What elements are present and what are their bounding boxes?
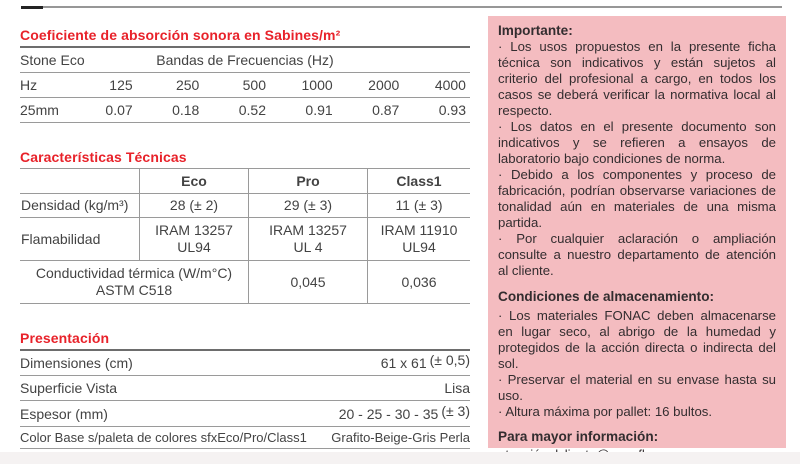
important-info-sidebar bbox=[488, 16, 786, 448]
density-value-pro: 29 (± 3) bbox=[248, 194, 367, 217]
flammability-label: Flamabilidad bbox=[21, 230, 101, 247]
column-header-class1: Class1 bbox=[367, 169, 470, 193]
presentation-title: Presentación bbox=[20, 330, 470, 351]
column-header-eco: Eco bbox=[139, 169, 248, 193]
frequency-cell: 1000 bbox=[301, 77, 333, 93]
absorption-header-row bbox=[20, 48, 470, 73]
absorption-value-cell: 0.87 bbox=[372, 102, 400, 118]
conductivity-label-line1: Conductividad térmica (W/m°C) bbox=[35, 265, 233, 281]
frequency-cell: 125 bbox=[109, 77, 133, 93]
important-note: · Por cualquier aclaración o ampliación consulte a nuestro departamento de atención al cliente. bbox=[498, 231, 776, 278]
important-note: · Debido a los componentes y proceso de fabricación, podrían observarse variaciones de tonalidad aún en materiales de una misma partida. bbox=[498, 167, 776, 230]
characteristics-header-row bbox=[20, 169, 470, 194]
absorption-value-cell: 0.93 bbox=[438, 102, 466, 118]
frequency-row-label: Hz bbox=[20, 77, 38, 93]
flammability-row bbox=[20, 218, 470, 261]
frequency-row bbox=[20, 73, 470, 98]
important-note: · Los datos en el presente documento son indicativos y se refieren a ensayos de laboratorio bajo condiciones de norma. bbox=[498, 119, 776, 166]
important-note: · Los usos propuestos en la presente ficha técnica son indicativos y están sujetos al criterio del profesional a cargo, en todos los casos se deberá verificar la normativa local al respecto. bbox=[498, 39, 776, 118]
absorption-section bbox=[20, 27, 470, 123]
dimensions-tolerance: (± 0,5) bbox=[429, 352, 470, 368]
conductivity-value-class1: 0,036 bbox=[367, 261, 470, 303]
storage-conditions-heading: Condiciones de almacenamiento: bbox=[498, 289, 715, 304]
rating-line: UL94 bbox=[402, 239, 436, 255]
frequency-cell: 4000 bbox=[434, 77, 466, 93]
conductivity-label bbox=[20, 261, 248, 303]
density-value-eco: 28 (± 2) bbox=[139, 194, 248, 217]
flammability-value-pro bbox=[248, 218, 367, 260]
surface-value: Lisa bbox=[444, 380, 470, 396]
density-row bbox=[20, 194, 470, 218]
surface-row bbox=[20, 376, 470, 401]
absorption-value-cell: 0.52 bbox=[238, 102, 266, 118]
characteristics-section bbox=[20, 149, 470, 304]
presentation-section bbox=[20, 330, 470, 449]
absorption-values-row bbox=[20, 98, 470, 123]
characteristics-table bbox=[20, 168, 470, 304]
flammability-value-class1 bbox=[367, 218, 470, 260]
density-label: Densidad (kg/m³) bbox=[21, 197, 129, 213]
storage-note: · Los materiales FONAC deben almacenarse en lugar seco, al abrigo de la humedad y protegidos de la acción directa o indirecta del sol. bbox=[498, 308, 776, 371]
frequency-bands-header: Bandas de Frecuencias (Hz) bbox=[156, 52, 334, 68]
frequency-cell: 2000 bbox=[368, 77, 400, 93]
color-base-value: Grafito-Beige-Gris Perla bbox=[331, 430, 470, 445]
dimensions-label: Dimensiones (cm) bbox=[20, 355, 133, 371]
thickness-row-label: Espesor (mm) bbox=[20, 405, 108, 422]
color-base-row bbox=[20, 427, 470, 449]
conductivity-label-line2: ASTM C518 bbox=[95, 282, 173, 298]
conductivity-row bbox=[20, 261, 470, 304]
column-header-pro: Pro bbox=[248, 169, 367, 193]
important-heading: Importante: bbox=[498, 23, 573, 38]
technical-data-panel bbox=[20, 0, 470, 449]
frequency-cell: 500 bbox=[242, 77, 266, 93]
dimensions-value-main: 61 x 61 bbox=[380, 355, 427, 371]
dimensions-row bbox=[20, 351, 470, 376]
thickness-row bbox=[20, 401, 470, 427]
density-value-class1: 11 (± 3) bbox=[367, 194, 470, 217]
storage-note: · Preservar el material en su envase hasta su uso. bbox=[498, 372, 776, 403]
conductivity-value-pro: 0,045 bbox=[248, 261, 367, 303]
thickness-tolerance: (± 3) bbox=[441, 402, 470, 419]
page-bottom-strip bbox=[0, 452, 800, 464]
absorption-title: Coeficiente de absorción sonora en Sabines/m² bbox=[20, 27, 470, 48]
absorption-value-cell: 0.18 bbox=[172, 102, 200, 118]
absorption-value-cell: 0.07 bbox=[105, 102, 133, 118]
standard-line: IRAM 13257 bbox=[269, 222, 347, 238]
frequency-cell: 250 bbox=[175, 77, 200, 93]
dimensions-value bbox=[380, 352, 470, 371]
characteristics-title: Características Técnicas bbox=[20, 149, 187, 165]
storage-note: · Altura máxima por pallet: 16 bultos. bbox=[498, 404, 713, 419]
empty-header-cell bbox=[20, 169, 139, 193]
absorption-value-cell: 0.91 bbox=[305, 102, 333, 118]
rating-line: UL 4 bbox=[293, 239, 323, 255]
more-info-heading: Para mayor información: bbox=[498, 429, 659, 444]
standard-line: IRAM 11910 bbox=[380, 222, 458, 238]
thickness-label: 25mm bbox=[20, 102, 59, 118]
color-base-label: Color Base s/paleta de colores sfxEco/Pro/Class1 bbox=[20, 430, 307, 445]
surface-label: Superficie Vista bbox=[20, 380, 118, 396]
thickness-value bbox=[338, 402, 470, 422]
rating-line: UL94 bbox=[177, 239, 211, 255]
thickness-value-main: 20 - 25 - 30 - 35 bbox=[338, 405, 439, 422]
flammability-value-eco bbox=[139, 218, 248, 260]
standard-line: IRAM 13257 bbox=[155, 222, 233, 238]
product-name: Stone Eco bbox=[20, 52, 85, 68]
